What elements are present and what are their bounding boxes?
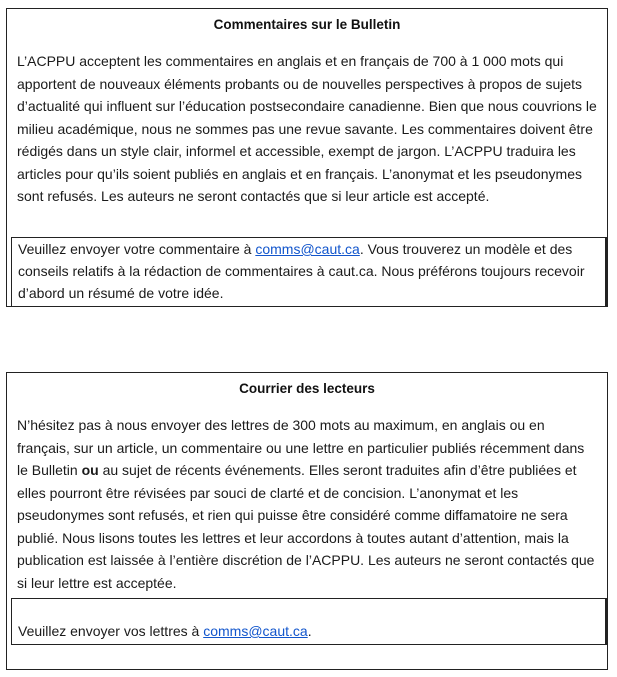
courrier-body bbox=[17, 414, 597, 594]
commentaires-title: Commentaires sur le Bulletin bbox=[213, 17, 401, 32]
commentaires-submit-after: . Vous trouverez un modèle et des conseils relatifs à la rédaction de commentaires à caut.ca. Nous préférons toujours recevoir d’abord un résumé de votre idée. bbox=[18, 241, 585, 301]
courrier-submit-before: Veuillez envoyer vos lettres à bbox=[18, 623, 204, 639]
courrier-email-link[interactable]: comms@caut.ca bbox=[203, 623, 308, 639]
commentaires-submit-before: Veuillez envoyer votre commentaire à bbox=[18, 241, 256, 257]
commentaires-box bbox=[6, 8, 608, 307]
courrier-body-bold: ou bbox=[81, 462, 99, 478]
commentaires-email-link[interactable]: comms@caut.ca bbox=[255, 241, 360, 257]
courrier-submit-after: . bbox=[307, 623, 312, 639]
courrier-box bbox=[6, 372, 608, 670]
commentaires-submit-box bbox=[11, 237, 607, 307]
courrier-body-part1: N’hésitez pas à nous envoyer des lettres de 300 mots au maximum, en anglais ou en français, sur un article, un commentaire ou une lettre en particulier publiés récemment dans le Bulletin bbox=[17, 417, 585, 478]
commentaires-body: L’ACPPU acceptent les commentaires en anglais et en français de 700 à 1 000 mots qui apportent de nouveaux éléments probants ou de nouvelles perspectives à propos de sujets d’actualité qui influent sur l’éducation postsecondaire canadienne. Bien que nous couvrions le milieu académique, nous ne sommes pas une revue savante. Les commentaires doivent être rédigés dans un style clair, informel et accessible, exempt de jargon. L’ACPPU traduira les articles pour qu’ils soient publiés en anglais et en français. L’anonymat et les pseudonymes sont refusés. Les auteurs ne seront contactés que si leur article est accepté. bbox=[17, 53, 597, 204]
courrier-submit-box bbox=[11, 598, 607, 645]
courrier-body-part2: au sujet de récents événements. Elles seront traduites afin d’être publiées et elles pourront être révisées par souci de clarté et de concision. L’anonymat et les pseudonymes sont refusés, et rien qui puisse être considéré comme diffamatoire ne sera publié. Nous lisons toutes les lettres et leur accordons à toutes autant d’attention, mais la publication est laissée à l’entière discrétion de l’ACPPU. Les auteurs ne seront contactés que si leur lettre est acceptée. bbox=[17, 462, 595, 591]
courrier-submit-text bbox=[18, 599, 599, 642]
courrier-title: Courrier des lecteurs bbox=[239, 381, 375, 396]
commentaires-submit-text bbox=[18, 238, 599, 304]
